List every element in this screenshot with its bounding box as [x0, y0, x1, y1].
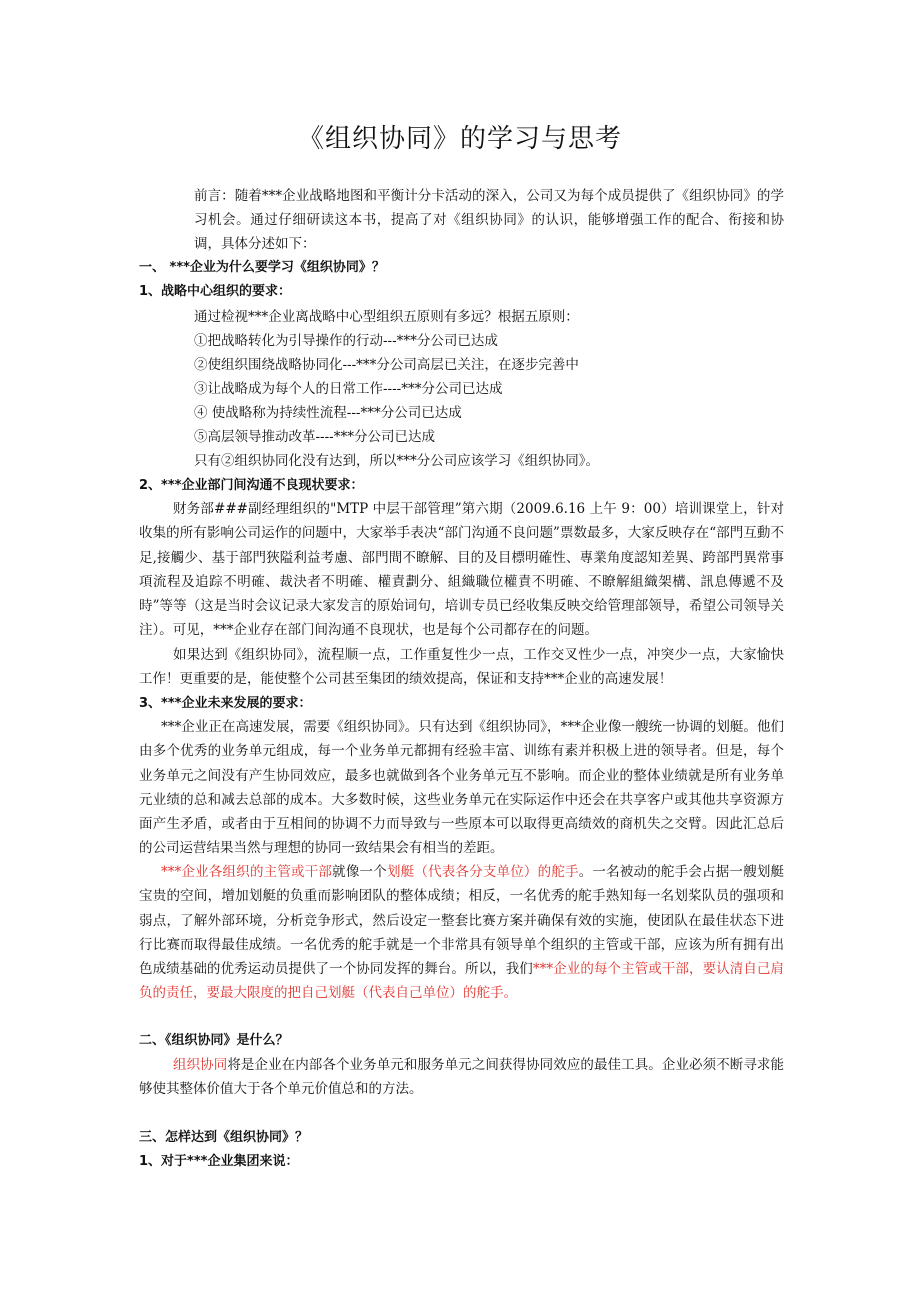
sub2-paragraph-1: 财务部###副经理组织的"MTP 中层干部管理”第六期（2009.6.16 上午 9：00）培训课堂上，针对收集的所有影响公司运作的问题中，大家举手表决“部门沟通不良问题”票数最多，大家反映存在“部門互動不足,接觸少、基于部門狹隘利益考慮、部門間不瞭解、目的及目標明確性、專業角度認知差異、跨部門異常事項流程及追踪不明確、裁決者不明確、權責劃分、組織職位權責不明確、不瞭解組織架構、訊息傳遞不及時”等等（这是当时会议记录大家发言的原始词句，培训专员已经收集反映交给管理部领导，希望公司领导关注）。可见，***企业存在部门间沟通不良现状，也是每个公司都存在的问题。: [139, 501, 784, 639]
intro-paragraph: 前言：随着***企业战略地图和平衡计分卡活动的深入，公司又为每个成员提供了《组织协同》的学习机会。通过仔细研读这本书，提高了对《组织协同》的认识，能够增强工作的配合、衔接和协调，具体分述如下：: [194, 188, 784, 252]
section1-sub3-heading: 3、***企业未来发展的要求：: [139, 696, 312, 711]
principle-item: ①把战略转化为引导操作的行动---***分公司已达成: [194, 333, 498, 349]
principle-item: ③让战略成为每个人的日常工作----***分公司已达成: [194, 381, 503, 397]
sub3-paragraph-2: [139, 860, 784, 1006]
principle-item: ④ 使战略称为持续性流程---***分公司已达成: [194, 405, 462, 421]
sub3-paragraph-1: ***企业正在高速发展，需要《组织协同》。只有达到《组织协同》，***企业像一艘统一协调的划艇。他们由多个优秀的业务单元组成，每一个业务单元都拥有经验丰富、训练有素并积极上进的领导者。但是，每个业务单元之间没有产生协同效应，最多也就做到各个业务单元互不影响。而企业的整体业绩就是所有业务单元业绩的总和减去总部的成本。大多数时候，这些业务单元在实际运作中还会在共享客户或其他共享资源方面产生矛盾，或者由于互相间的协调不力而导致与一些原本可以取得更高绩效的商机失之交臂。因此汇总后的公司运营结果当然与理想的协同一致结果会有相当的差距。: [139, 719, 784, 857]
paragraph-text: 。一名被动的舵手会占据一艘划艇宝贵的空间，增加划艇的负重而影响团队的整体成绩；相反，一名优秀的舵手熟知每一名划桨队员的强项和弱点，了解外部环境，分析竞争形式，然后设定一整套比赛方案并确保有效的实施，使团队在最佳状态下进行比赛而取得最佳成绩。一名优秀的舵手就是一个非常具有领导单个组织的主管或干部，应该为所有拥有出色成绩基础的优秀运动员提供了一个协同发挥的舞台。所以，我们: [139, 864, 785, 978]
section2-heading: 二、《组织协同》是什么？: [139, 1033, 289, 1048]
section2-paragraph: [139, 1053, 784, 1102]
highlight-text: ***企业各组织的主管或干部: [161, 864, 333, 880]
highlight-text: 划艇（代表各分支单位）的舵手: [386, 864, 579, 880]
sub1-lead: 通过检视***企业离战略中心型组织五原则有多远？根据五原则：: [194, 309, 579, 325]
section3-sub1-heading: 1、对于***企业集团来说：: [139, 1154, 299, 1169]
sub1-conclusion: 只有②组织协同化没有达到，所以***分公司应该学习《组织协同》。: [194, 453, 599, 469]
section1-heading: 一、 ***企业为什么要学习《组织协同》？: [139, 260, 385, 275]
paragraph-text: 将是企业在内部各个业务单元和服务单元之间获得协同效应的最佳工具。企业必须不断寻求能够使其整体价值大于各个单元价值总和的方法。: [139, 1057, 785, 1098]
highlight-text: ***企业的每个主管或干部，要认清自己肩负的责任，要最大限度的把自己划艇（代表自己单位）的舵手。: [139, 961, 785, 1002]
section3-heading: 三、怎样达到《组织协同》？: [139, 1130, 309, 1145]
highlight-text: 组织协同: [173, 1057, 228, 1073]
document-title: 《组织协同》的学习与思考: [297, 124, 622, 154]
section1-sub1-heading: 1、战略中心组织的要求：: [139, 284, 292, 299]
section1-sub2-heading: 2、***企业部门间沟通不良现状要求：: [139, 478, 364, 493]
principle-item: ⑤高层领导推动改革----***分公司已达成: [194, 429, 435, 445]
paragraph-text: 就像一个: [332, 864, 387, 880]
principle-item: ②使组织围绕战略协同化---***分公司高层已关注，在逐步完善中: [194, 357, 579, 373]
sub2-paragraph-2: 如果达到《组织协同》，流程顺一点，工作重复性少一点，工作交叉性少一点，冲突少一点，大家愉快工作！更重要的是，能使整个公司甚至集团的绩效提高，保证和支持***企业的高速发展！: [139, 647, 784, 688]
